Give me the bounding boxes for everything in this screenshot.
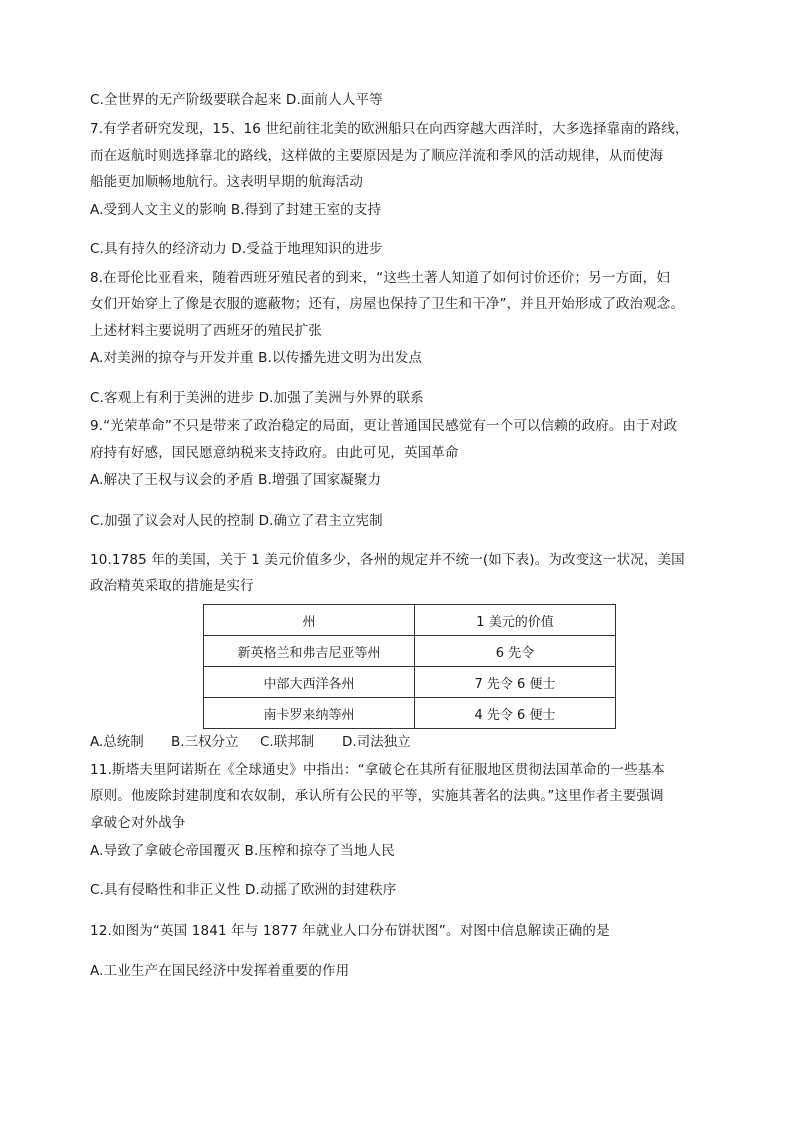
table-row [204, 667, 616, 698]
option-line: C.客观上有利于美洲的进步 D.加强了美洲与外界的联系 [90, 390, 424, 406]
text-line: 拿破仑对外战争 [90, 815, 186, 831]
table-cell: 南卡罗来纳等州 [204, 698, 415, 729]
question-10-stem: 10.1785 年的美国，关于 1 美元价值多少，各州的规定并不统一(如下表)。为改变这一状况，美国 [90, 552, 685, 568]
text-line: 而在返航时则选择靠北的路线，这样做的主要原因是为了顺应洋流和季风的活动规律，从而使海 [90, 148, 664, 164]
option-line: C.加强了议会对人民的控制 D.确立了君主立宪制 [90, 513, 383, 529]
text-line: 船能更加顺畅地航行。这表明早期的航海活动 [90, 174, 363, 190]
table-cell: 中部大西洋各州 [204, 667, 415, 698]
option-a: A.总统制 [90, 734, 144, 750]
table-cell: 6 先令 [415, 636, 616, 667]
option-line: C.具有持久的经济动力 D.受益于地理知识的进步 [90, 241, 383, 257]
text-line: 原则。他废除封建制度和农奴制，承认所有公民的平等，实施其著名的法典。”这里作者主要强调 [90, 788, 664, 804]
option-line: C.具有侵略性和非正义性 D.动摇了欧洲的封建秩序 [90, 882, 397, 898]
question-8-stem: 8.在哥伦比亚看来，随着西班牙殖民者的到来，“这些土著人知道了如何讨价还价；另一方面，妇 [90, 270, 670, 286]
option-b: B.三权分立 [171, 734, 239, 750]
table-header-cell: 州 [204, 605, 415, 636]
question-11-stem: 11.斯塔夫里阿诺斯在《全球通史》中指出：“拿破仑在其所有征服地区贯彻法国革命的一些基本 [90, 762, 666, 778]
question-12-stem: 12.如图为“英国 1841 年与 1877 年就业人口分布饼状图”。对图中信息解读正确的是 [90, 923, 610, 939]
option-line: A.解决了王权与议会的矛盾 B.增强了国家凝聚力 [90, 472, 382, 488]
option-line: A.受到人文主义的影响 B.得到了封建王室的支持 [90, 202, 382, 218]
table-cell: 7 先令 6 便士 [415, 667, 616, 698]
text-line: 政治精英采取的措施是实行 [90, 578, 254, 594]
text-line: C.全世界的无产阶级要联合起来 D.面前人人平等 [90, 92, 383, 108]
question-9-stem: 9.“光荣革命”不只是带来了政治稳定的局面，更让普通国民感觉有一个可以信赖的政府。由于对政 [90, 418, 678, 434]
option-d: D.司法独立 [342, 734, 411, 750]
table-header-row [204, 605, 616, 636]
table-cell: 新英格兰和弗吉尼亚等州 [204, 636, 415, 667]
text-line: 上述材料主要说明了西班牙的殖民扩张 [90, 323, 323, 339]
question-7-stem: 7.有学者研究发现，15、16 世纪前往北美的欧洲船只在向西穿越大西洋时，大多选择靠南的路线， [90, 121, 689, 137]
option-c: C.联邦制 [260, 734, 315, 750]
text-line: 府持有好感，国民愿意纳税来支持政府。由此可见，英国革命 [90, 445, 459, 461]
table-row [204, 636, 616, 667]
table-row [204, 698, 616, 729]
text-line: 女们开始穿上了像是衣服的遮蔽物；还有，房屋也保持了卫生和干净”，并且开始形成了政治观念。 [90, 296, 685, 312]
option-line: A.导致了拿破仑帝国覆灭 B.压榨和掠夺了当地人民 [90, 843, 395, 859]
option-line: A.工业生产在国民经济中发挥着重要的作用 [90, 963, 350, 979]
dollar-value-table [203, 604, 616, 729]
table-header-cell: 1 美元的价值 [415, 605, 616, 636]
option-line: A.对美洲的掠夺与开发并重 B.以传播先进文明为出发点 [90, 350, 423, 366]
table-cell: 4 先令 6 便士 [415, 698, 616, 729]
